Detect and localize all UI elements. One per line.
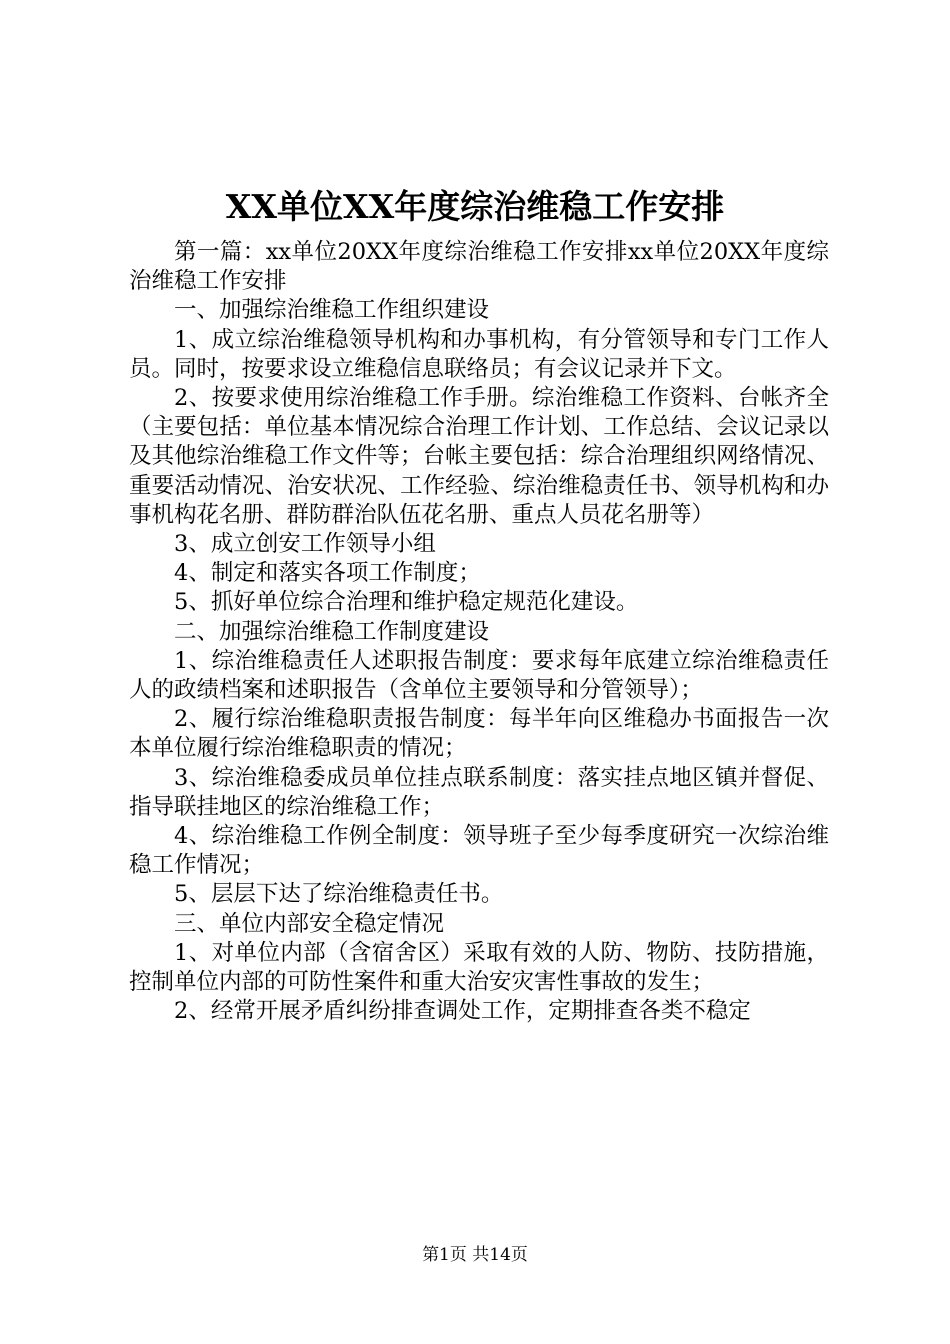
paragraph: 1、成立综治维稳领导机构和办事机构，有分管领导和专门工作人员。同时，按要求设立维稳信息联络员；有会议记录并下文。 <box>129 326 829 382</box>
section-heading: 二、加强综治维稳工作制度建设 <box>174 618 490 645</box>
paragraph: 5、抓好单位综合治理和维护稳定规范化建设。 <box>174 589 639 616</box>
paragraph: 4、综治维稳工作例全制度：领导班子至少每季度研究一次综治维稳工作情况； <box>129 823 829 879</box>
paragraph: 2、经常开展矛盾纠纷排查调处工作，定期排查各类不稳定 <box>174 998 751 1025</box>
paragraph: 5、层层下达了综治维稳责任书。 <box>174 881 504 908</box>
paragraph: 2、按要求使用综治维稳工作手册。综治维稳工作资料、台帐齐全（主要包括：单位基本情况综合治理工作计划、工作总结、会议记录以及其他综治维稳工作文件等；台帐主要包括：综合治理组织网络情况、重要活动情况、治安状况、工作经验、综治维稳责任书、领导机构和办事机构花名册、群防群治队伍花名册、重点人员花名册等） <box>129 385 829 528</box>
document-title: XX单位XX年度综治维稳工作安排 <box>225 187 725 226</box>
paragraph: 3、成立创安工作领导小组 <box>174 531 436 558</box>
section-heading: 三、单位内部安全稳定情况 <box>174 910 445 937</box>
paragraph: 3、综治维稳委成员单位挂点联系制度：落实挂点地区镇并督促、指导联挂地区的综治维稳工作； <box>129 764 829 820</box>
page-footer: 第1页 共14页 <box>422 1245 528 1265</box>
paragraph: 第一篇：xx单位20XX年度综治维稳工作安排xx单位20XX年度综治维稳工作安排 <box>129 239 829 295</box>
paragraph: 4、制定和落实各项工作制度； <box>174 560 481 587</box>
paragraph: 1、对单位内部（含宿舍区）采取有效的人防、物防、技防措施，控制单位内部的可防性案件和重大治安灾害性事故的发生； <box>129 939 829 996</box>
document-body <box>129 238 829 1026</box>
paragraph: 2、履行综治维稳职责报告制度：每半年向区维稳办书面报告一次本单位履行综治维稳职责的情况； <box>129 706 829 762</box>
paragraph: 1、综治维稳责任人述职报告制度：要求每年底建立综治维稳责任人的政绩档案和述职报告（含单位主要领导和分管领导）； <box>129 647 829 704</box>
section-heading: 一、加强综治维稳工作组织建设 <box>174 297 490 324</box>
